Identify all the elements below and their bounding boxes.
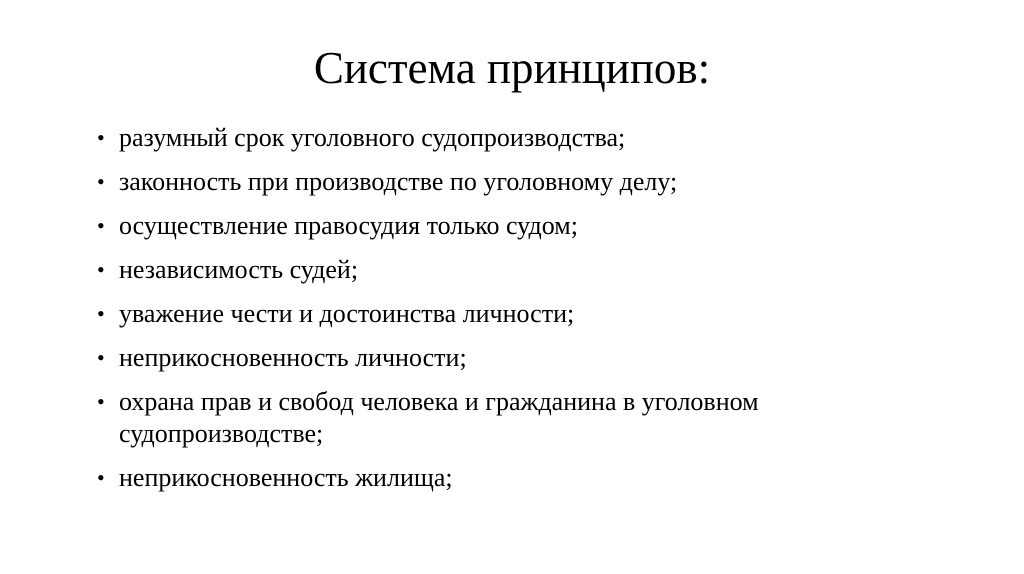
bullet-icon: • — [97, 125, 105, 150]
bullet-icon: • — [97, 465, 105, 490]
bullet-icon: • — [97, 257, 105, 282]
bullet-icon: • — [97, 301, 105, 326]
list-item — [97, 462, 897, 494]
list-item — [97, 342, 897, 374]
list-item — [97, 122, 897, 154]
bullet-icon: • — [97, 389, 105, 414]
bullet-icon: • — [97, 213, 105, 238]
list-item-text: разумный срок уголовного судопроизводства; — [119, 123, 626, 152]
list-item-text: неприкосновенность личности; — [119, 343, 467, 372]
list-item-text: неприкосновенность жилища; — [119, 463, 453, 492]
list-item-text: осуществление правосудия только судом; — [119, 211, 578, 240]
list-item-text: независимость судей; — [119, 255, 359, 284]
list-item — [97, 210, 897, 242]
bullet-icon: • — [97, 345, 105, 370]
list-item-text: уважение чести и достоинства личности; — [119, 299, 575, 328]
list-item-text: законность при производстве по уголовному делу; — [119, 167, 678, 196]
slide-title: Система принципов: — [313, 43, 711, 93]
list-item — [97, 166, 897, 198]
list-item — [97, 386, 879, 450]
list-item — [97, 298, 897, 330]
bullet-list — [97, 122, 897, 506]
list-item — [97, 254, 897, 286]
bullet-icon: • — [97, 169, 105, 194]
list-item-text: охрана прав и свобод человека и гражданина в уголовном судопроизводстве; — [119, 387, 759, 448]
